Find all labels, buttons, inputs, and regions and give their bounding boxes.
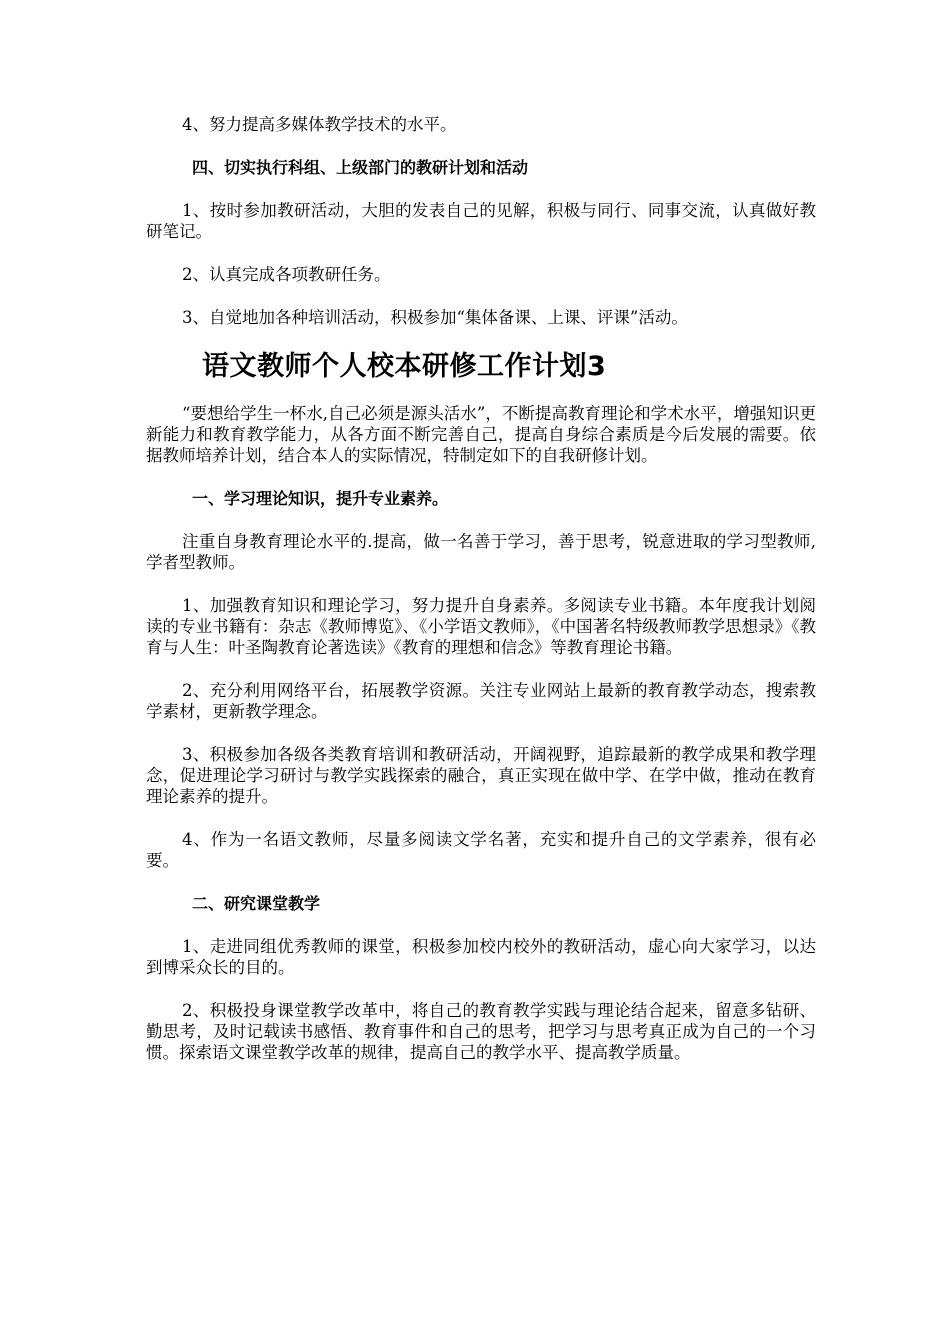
document-title: 语文教师个人校本研修工作计划3	[202, 351, 607, 382]
paragraph: 4、努力提高多媒体教学技术的水平。	[182, 115, 457, 134]
section-heading: 四、切实执行科组、上级部门的教研计划和活动	[192, 158, 529, 177]
section-heading: 一、学习理论知识，提升专业素养。	[192, 489, 449, 508]
paragraph: “要想给学生一杯水,自己必须是源头活水”，不断提高教育理论和学术水平，增强知识更新能力和教育教学能力，从各方面不断完善自己，提高自身综合素质是今后发展的需要。依据教师培养计划，结合本人的实际情况，特制定如下的自我研修计划。	[146, 404, 816, 465]
document-body	[146, 114, 816, 1085]
paragraph: 1、加强教育知识和理论学习，努力提升自身素养。多阅读专业书籍。本年度我计划阅读的专业书籍有：杂志《教师博览》、《小学语文教师》，《中国著名特级教师教学思想录》《教育与人生：叶圣陶教育论著选读》《教育的理想和信念》等教育理论书籍。	[146, 596, 816, 657]
paragraph: 2、认真完成各项教研任务。	[182, 265, 391, 284]
paragraph: 3、积极参加各级各类教育培训和教研活动，开阔视野，追踪最新的教学成果和教学理念，促进理论学习研讨与教学实践探索的融合，真正实现在做中学、在学中做，推动在教育理论素养的提升。	[146, 745, 816, 806]
paragraph: 2、积极投身课堂教学改革中，将自己的教育教学实践与理论结合起来，留意多钻研、勤思考，及时记载读书感悟、教育事件和自己的思考，把学习与思考真正成为自己的一个习惯。探索语文课堂教学改革的规律，提高自己的教学水平、提高教学质量。	[146, 1001, 816, 1062]
section-heading: 二、研究课堂教学	[192, 894, 321, 913]
paragraph: 1、按时参加教研活动，大胆的发表自己的见解，积极与同行、同事交流，认真做好教研笔记。	[146, 201, 816, 241]
paragraph: 1、走进同组优秀教师的课堂，积极参加校内校外的教研活动，虚心向大家学习，以达到博采众长的目的。	[146, 937, 816, 977]
paragraph: 3、自觉地加各种培训活动，积极参加“集体备课、上课、评课”活动。	[182, 308, 688, 327]
paragraph: 注重自身教育理论水平的.提高，做一名善于学习，善于思考，锐意进取的学习型教师,学者型教师。	[146, 532, 816, 572]
paragraph: 2、充分利用网络平台，拓展教学资源。关注专业网站上最新的教育教学动态，搜索教学素材，更新教学理念。	[146, 681, 816, 721]
paragraph: 4、作为一名语文教师，尽量多阅读文学名著，充实和提升自己的文学素养，很有必要。	[146, 830, 816, 870]
